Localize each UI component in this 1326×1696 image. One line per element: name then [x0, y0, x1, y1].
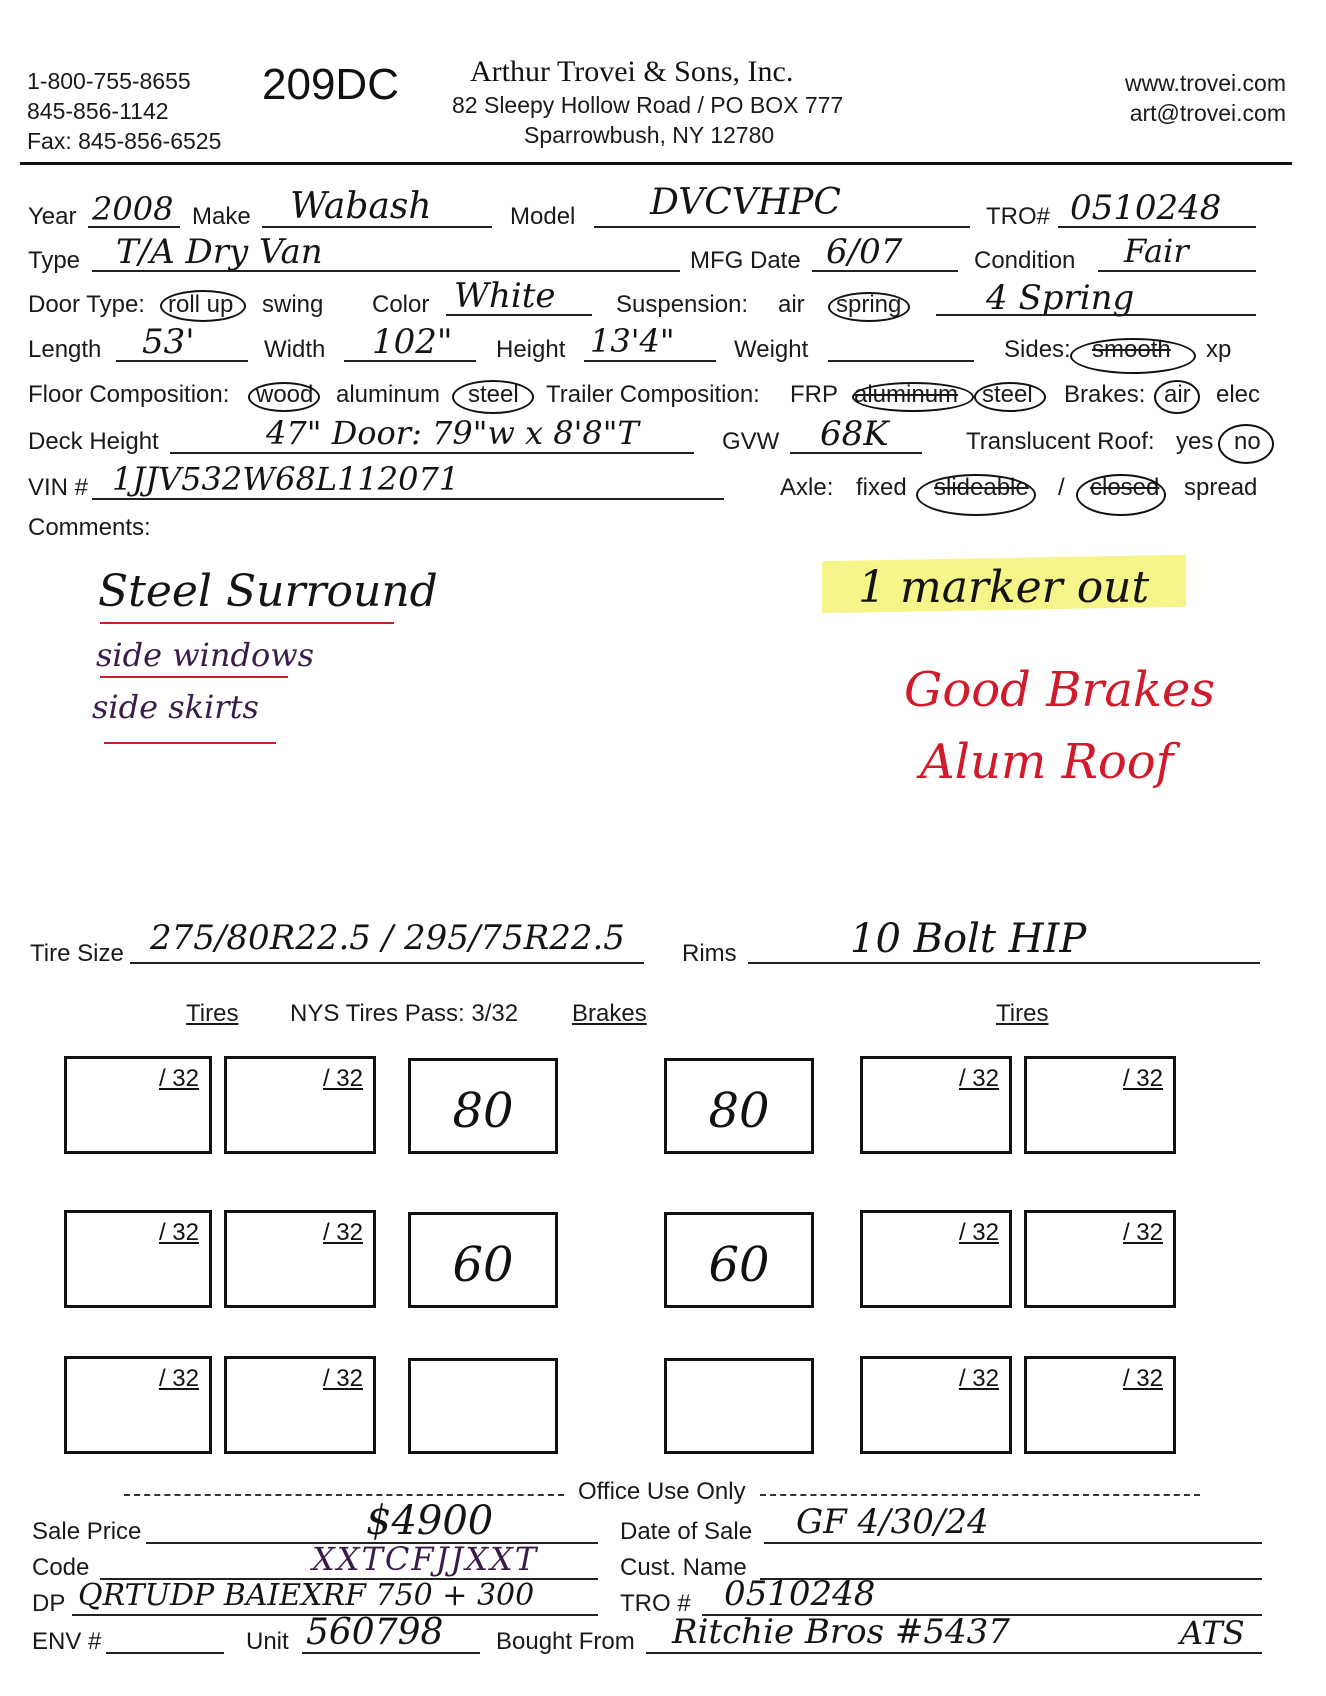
brake-value: 60	[708, 1237, 770, 1293]
underline-steel-surround	[100, 622, 394, 624]
sides-smooth-circle	[1070, 338, 1196, 374]
tire-box[interactable]	[1024, 1356, 1176, 1454]
comments-label: Comments:	[28, 514, 151, 541]
trailer-aluminum-circle	[852, 382, 974, 412]
tro2-value[interactable]: 0510248	[724, 1574, 876, 1614]
tire-box[interactable]	[64, 1210, 212, 1308]
door-roll-up[interactable]: roll up	[168, 291, 234, 318]
brake-box[interactable]	[408, 1212, 558, 1308]
comment-alum-roof: Alum Roof	[920, 734, 1174, 790]
tro-label: TRO#	[986, 203, 1051, 230]
brakes-elec[interactable]: elec	[1216, 381, 1261, 408]
model-value[interactable]: DVCVHPC	[650, 182, 841, 223]
date-of-sale-line	[764, 1542, 1262, 1544]
deck-height-label: Deck Height	[28, 428, 159, 455]
gvw-value[interactable]: 68K	[820, 414, 889, 454]
tire-size-value[interactable]: 275/80R22.5 / 295/75R22.5	[150, 918, 625, 958]
slot-label: / 32	[958, 1065, 999, 1092]
axle-fixed[interactable]: fixed	[856, 474, 907, 501]
tires-right-header: Tires	[996, 1000, 1049, 1027]
unit-value[interactable]: 560798	[306, 1612, 444, 1653]
floor-aluminum[interactable]: aluminum	[336, 381, 441, 408]
tro2-label: TRO #	[620, 1590, 691, 1617]
cust-name-label: Cust. Name	[620, 1554, 747, 1581]
tire-box[interactable]	[64, 1056, 212, 1154]
translucent-roof-label: Translucent Roof:	[966, 428, 1155, 455]
floor-steel-circle	[452, 380, 534, 414]
phone-2: 845-856-1142	[27, 98, 169, 124]
model-label: Model	[510, 203, 576, 230]
code-value[interactable]: XXTCFJJXXT	[312, 1540, 539, 1578]
height-value[interactable]: 13'4"	[590, 322, 675, 360]
weight-line	[828, 360, 974, 362]
comment-side-windows: side windows	[96, 636, 315, 674]
make-label: Make	[192, 203, 251, 230]
brake-box[interactable]	[664, 1212, 814, 1308]
suspension-air[interactable]: air	[778, 291, 805, 318]
tire-box[interactable]	[1024, 1056, 1176, 1154]
brake-box[interactable]	[664, 1058, 814, 1154]
bought-from-label: Bought From	[496, 1628, 635, 1655]
weight-label: Weight	[734, 336, 809, 363]
door-type-label: Door Type:	[28, 291, 145, 318]
nys-tires-pass: NYS Tires Pass: 3/32	[290, 1000, 519, 1027]
vin-value[interactable]: 1JJV532W68L112071	[112, 460, 460, 498]
header-divider	[20, 162, 1292, 165]
make-value[interactable]: Wabash	[290, 186, 432, 227]
comment-marker-out: 1 marker out	[858, 562, 1150, 613]
trailer-steel[interactable]: steel	[982, 381, 1033, 408]
comment-steel-surround: Steel Surround	[98, 566, 438, 617]
tire-box[interactable]	[1024, 1210, 1176, 1308]
axle-spread[interactable]: spread	[1184, 474, 1258, 501]
width-value[interactable]: 102"	[372, 322, 453, 362]
rims-line	[748, 962, 1260, 964]
door-swing[interactable]: swing	[262, 291, 324, 318]
year-label: Year	[28, 203, 77, 230]
tire-size-label: Tire Size	[30, 940, 124, 967]
env-line	[106, 1652, 224, 1654]
brake-value: 80	[452, 1083, 514, 1139]
slot-label: / 32	[1122, 1219, 1163, 1246]
company-address-1: 82 Sleepy Hollow Road / PO BOX 777	[452, 92, 844, 118]
mfg-date-label: MFG Date	[690, 247, 801, 274]
bought-from-value[interactable]: Ritchie Bros #5437	[672, 1612, 1010, 1652]
color-label: Color	[372, 291, 430, 318]
sale-price-value[interactable]: $4900	[366, 1498, 494, 1544]
comment-side-skirts: side skirts	[92, 688, 259, 726]
tires-left-header: Tires	[186, 1000, 239, 1027]
tire-size-line	[130, 962, 644, 964]
brake-box[interactable]	[664, 1358, 814, 1454]
sides-xp[interactable]: xp	[1206, 336, 1232, 363]
tro-value[interactable]: 0510248	[1070, 188, 1222, 228]
model-line	[594, 226, 970, 228]
tire-box[interactable]	[860, 1210, 1012, 1308]
gvw-label: GVW	[722, 428, 780, 455]
translucent-no[interactable]: no	[1234, 428, 1261, 455]
unit-label: Unit	[246, 1628, 289, 1655]
axle-closed[interactable]: closed	[1090, 474, 1160, 501]
brake-box[interactable]	[408, 1358, 558, 1454]
slot-label: / 32	[1122, 1365, 1163, 1392]
translucent-yes[interactable]: yes	[1176, 428, 1214, 455]
condition-label: Condition	[974, 247, 1076, 274]
tire-box[interactable]	[224, 1356, 376, 1454]
year-value[interactable]: 2008	[92, 190, 174, 228]
date-of-sale-value[interactable]: GF 4/30/24	[796, 1502, 989, 1542]
axle-slash: /	[1058, 474, 1065, 501]
code-label: Code	[32, 1554, 90, 1581]
form-code: 209DC	[262, 60, 399, 109]
company-website: www.trovei.com	[1124, 70, 1286, 96]
height-line	[584, 360, 716, 362]
tire-box[interactable]	[224, 1210, 376, 1308]
rims-label: Rims	[682, 940, 737, 967]
type-value[interactable]: T/A Dry Van	[116, 232, 323, 272]
tire-box[interactable]	[860, 1056, 1012, 1154]
tire-box[interactable]	[224, 1056, 376, 1154]
axle-closed-circle	[1076, 474, 1166, 516]
deck-height-line	[170, 452, 694, 454]
underline-side-skirts	[104, 742, 276, 744]
brake-value: 80	[708, 1083, 770, 1139]
rims-value[interactable]: 10 Bolt HIP	[850, 916, 1087, 962]
slot-label: / 32	[322, 1219, 363, 1246]
sides-label: Sides:	[1004, 336, 1071, 363]
slot-label: / 32	[958, 1219, 999, 1246]
suspension-label: Suspension:	[616, 291, 749, 318]
comment-good-brakes: Good Brakes	[904, 662, 1216, 718]
trailer-aluminum[interactable]: aluminum	[854, 381, 959, 408]
brakes-air-circle	[1154, 380, 1200, 414]
deck-height-value[interactable]: 47" Door: 79"w x 8'8"T	[266, 414, 639, 452]
slot-label: / 32	[322, 1365, 363, 1392]
condition-value[interactable]: Fair	[1124, 232, 1189, 270]
length-label: Length	[28, 336, 102, 363]
tire-box[interactable]	[860, 1356, 1012, 1454]
slot-label: / 32	[158, 1219, 199, 1246]
sale-price-label: Sale Price	[32, 1518, 142, 1545]
axle-slideable[interactable]: slideable	[934, 474, 1029, 501]
color-value[interactable]: White	[454, 276, 556, 316]
company-address-2: Sparrowbush, NY 12780	[524, 122, 775, 148]
door-roll-up-circle	[160, 290, 246, 322]
brake-value: 60	[452, 1237, 514, 1293]
bought-from-line	[646, 1652, 1262, 1654]
tire-box[interactable]	[64, 1356, 212, 1454]
vin-line	[92, 498, 724, 500]
floor-wood[interactable]: wood	[256, 381, 314, 408]
brakes-air[interactable]: air	[1164, 381, 1191, 408]
axle-label: Axle:	[780, 474, 834, 501]
phone-1: 1-800-755-8655	[27, 68, 191, 94]
suspension-spring-circle	[828, 292, 910, 322]
office-divider-right	[760, 1494, 1200, 1496]
width-label: Width	[264, 336, 326, 363]
office-divider-left	[124, 1494, 564, 1496]
slot-label: / 32	[958, 1365, 999, 1392]
type-label: Type	[28, 247, 81, 274]
trailer-frp[interactable]: FRP	[790, 381, 838, 408]
axle-slideable-circle	[916, 474, 1036, 516]
condition-line	[1098, 270, 1256, 272]
slot-label: / 32	[1122, 1065, 1163, 1092]
floor-wood-circle	[248, 382, 320, 412]
company-name: Arthur Trovei & Sons, Inc.	[470, 55, 794, 88]
date-of-sale-label: Date of Sale	[620, 1518, 753, 1545]
brake-box[interactable]	[408, 1058, 558, 1154]
length-value[interactable]: 53'	[142, 322, 195, 362]
trailer-comp-label: Trailer Composition:	[546, 381, 760, 408]
floor-steel[interactable]: steel	[468, 381, 519, 408]
brakes-label: Brakes:	[1064, 381, 1146, 408]
office-use-label: Office Use Only	[578, 1478, 746, 1505]
underline-side-windows	[100, 676, 288, 678]
floor-comp-label: Floor Composition:	[28, 381, 230, 408]
company-email: art@trovei.com	[1129, 100, 1286, 126]
slot-label: / 32	[322, 1065, 363, 1092]
slot-label: / 32	[158, 1065, 199, 1092]
slot-label: / 32	[158, 1365, 199, 1392]
dp-label: DP	[32, 1590, 66, 1617]
translucent-no-circle	[1218, 424, 1274, 464]
height-label: Height	[496, 336, 566, 363]
suspension-spring[interactable]: spring	[836, 291, 902, 318]
mfg-date-value[interactable]: 6/07	[826, 232, 903, 272]
env-label: ENV #	[32, 1628, 102, 1655]
trailer-steel-circle	[974, 382, 1046, 412]
suspension-value[interactable]: 4 Spring	[986, 278, 1135, 318]
sides-smooth[interactable]: smooth	[1092, 336, 1171, 363]
dp-value[interactable]: QRTUDP BAIEXRF 750 + 300	[78, 1578, 535, 1613]
fax-number: Fax: 845-856-6525	[27, 128, 222, 154]
ats-value: ATS	[1180, 1614, 1245, 1652]
brakes-header: Brakes	[572, 1000, 647, 1027]
vin-label: VIN #	[28, 474, 89, 501]
